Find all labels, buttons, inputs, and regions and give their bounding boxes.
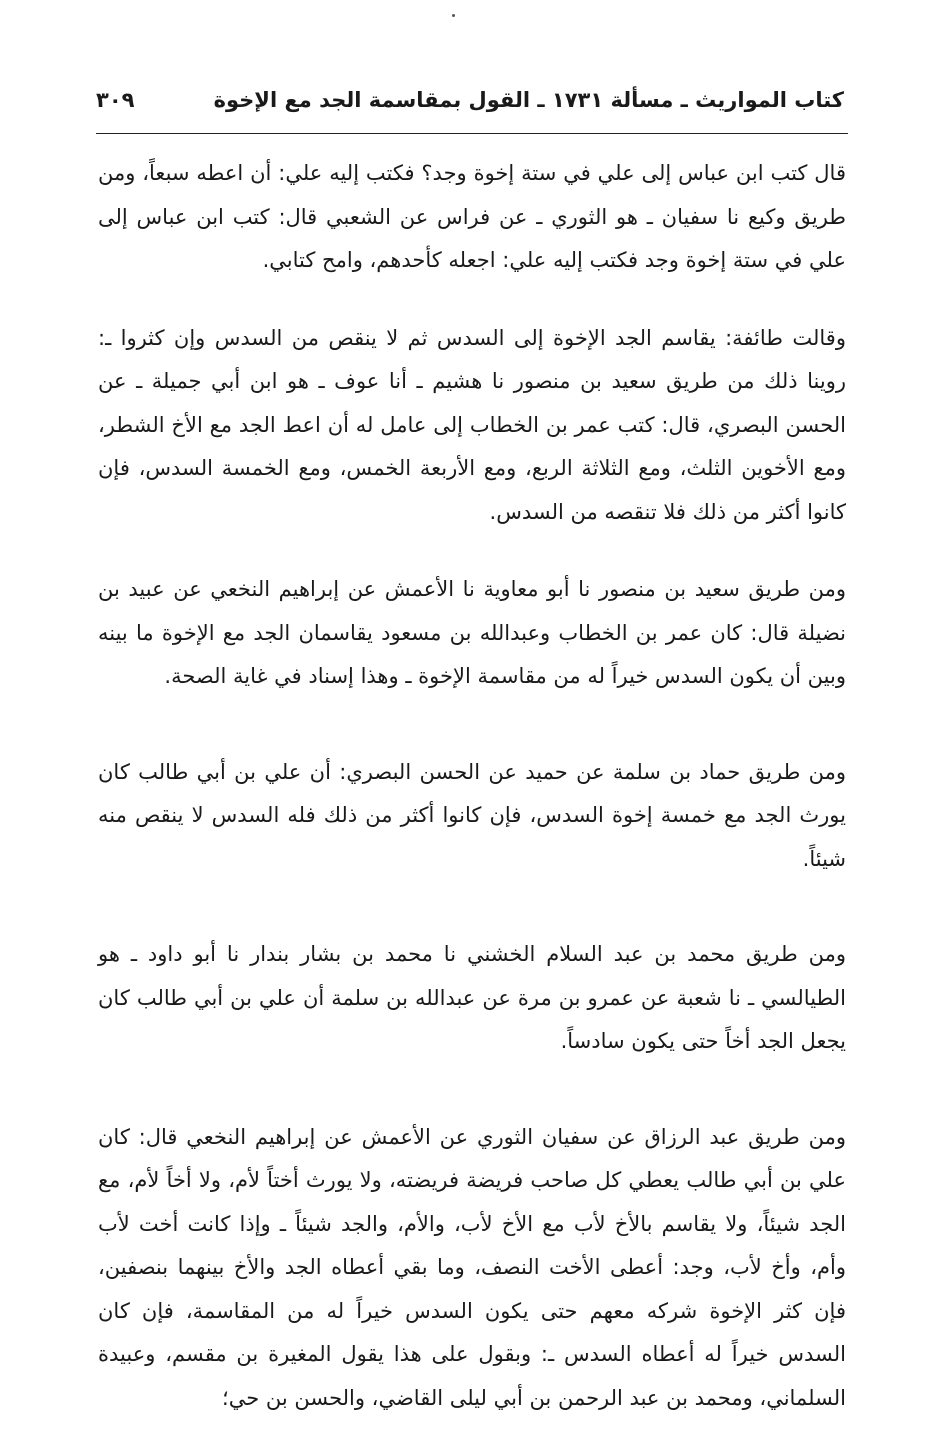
page-number: ٣٠٩: [96, 88, 135, 112]
running-title: كتاب المواريث ـ مسألة ١٧٣١ ـ القول بمقاسمة الجد مع الإخوة: [213, 88, 844, 112]
paragraph-1: قال كتب ابن عباس إلى علي في ستة إخوة وجد؟ فكتب إليه علي: أن اعطه سبعاً، ومن طريق وكيع نا سفيان ـ هو الثوري ـ عن فراس عن الشعبي قال: كتب ابن عباس إلى علي في ستة إخوة وجد فكتب إليه علي: اجعله كأحدهم، وامح كتابي.: [98, 161, 846, 272]
page-body: [98, 152, 846, 1438]
paragraph-5: ومن طريق محمد بن عبد السلام الخشني نا محمد بن بشار بندار نا أبو داود ـ هو الطيالسي ـ نا شعبة عن عمرو بن مرة عن عبدالله بن سلمة أن علي بن أبي طالب كان يجعل الجد أخاً حتى يكون سادساً.: [98, 942, 846, 1053]
page-header: [96, 78, 844, 122]
stray-ink-mark: [452, 14, 455, 17]
header-rule: [96, 133, 848, 134]
paragraph-6: ومن طريق عبد الرزاق عن سفيان الثوري عن الأعمش عن إبراهيم النخعي قال: كان علي بن أبي طالب يعطي كل صاحب فريضة فريضته، ولا يورث أختاً لأم، ولا أخاً لأم، مع الجد شيئاً، ولا يقاسم بالأخ لأب مع الأخ لأب، والأم، والجد شيئاً ـ وإذا كانت أخت لأب وأم، وأخ لأب، وجد: أعطى الأخت النصف، وما بقي أعطاه الجد والأخ بينهما بنصفين، فإن كثر الإخوة شركه معهم حتى يكون السدس خيراً له من المقاسمة، فإن كان السدس خيراً له أعطاه السدس ـ: وبقول على هذا يقول المغيرة بن مقسم، وعبيدة السلماني، ومحمد بن عبد الرحمن بن أبي ليلى القاضي، والحسن بن حي؛: [98, 1124, 846, 1410]
paragraph-4: ومن طريق حماد بن سلمة عن حميد عن الحسن البصري: أن علي بن أبي طالب كان يورث الجد مع خمسة إخوة السدس، فإن كانوا أكثر من ذلك فله السدس لا ينقص منه شيئاً.: [98, 759, 846, 871]
paragraph-2: وقالت طائفة: يقاسم الجد الإخوة إلى السدس ثم لا ينقص من السدس وإن كثروا ـ: روينا ذلك من طريق سعيد بن منصور نا هشيم ـ أنا عوف ـ هو ابن أبي جميلة ـ عن الحسن البصري، قال: كتب عمر بن الخطاب إلى عامل له أن اعط الجد مع الأخ الشطر، ومع الأخوين الثلث، ومع الثلاثة الربع، ومع الأربعة الخمس، ومع الخمسة السدس، فإن كانوا أكثر من ذلك فلا تنقصه من السدس.: [98, 325, 846, 524]
paragraph-3: ومن طريق سعيد بن منصور نا أبو معاوية نا الأعمش عن إبراهيم النخعي عن عبيد بن نضيلة قال: كان عمر بن الخطاب وعبدالله بن مسعود يقاسمان الجد مع الإخوة ما بينه وبين أن يكون السدس خيراً له من مقاسمة الإخوة ـ وهذا إسناد في غاية الصحة.: [98, 577, 846, 688]
